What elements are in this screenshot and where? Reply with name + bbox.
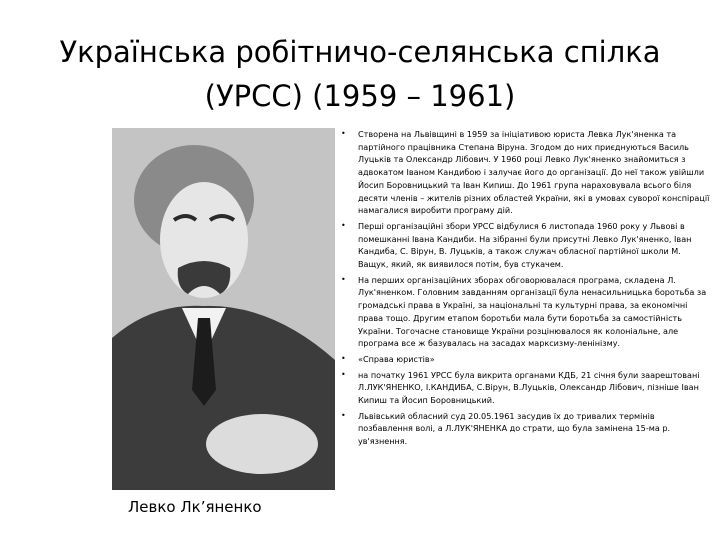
bullet-icon: • (341, 410, 346, 420)
bullet-list (338, 128, 712, 448)
bullet-icon: • (341, 274, 346, 284)
bullet-text: на початку 1961 УРСС була викрита органами КДБ, 21 січня були заарештовані Л.ЛУК'ЯНЕНКО, І.КАНДИБА, С.Вірун, В.Луцьків, Олександр Лібович, пізніше Іван Кипиш та Йосип Боровницький. (358, 369, 700, 406)
bullet-item (338, 274, 712, 350)
bullet-item (338, 353, 712, 366)
bullet-text: На перших організаційних зборах обговорювалася програма, складена Л. Лук'яненком. Головним завданням організації була ненасильницька боротьба за громадські права в Україні, за національні та культурні права, за економічні права тощо. Другим етапом боротьби мала бути боротьба за самостійність України. Тогочасне становище України розцінювалося як колоніальне, але програма все ж базувалась на засадах марксизму-ленінізму. (358, 274, 707, 349)
portrait-photo (112, 128, 335, 490)
bullet-item (338, 220, 712, 271)
bullet-icon: • (341, 369, 346, 379)
bullet-icon: • (341, 129, 346, 138)
bullet-text: Перші організаційні збори УРСС відбулися 6 листопада 1960 року у Львові в помешканні Івана Кандиби. На зібранні були присутні Левко Лук'яненко, Іван Кандиба, С. Вірун, В. Луцьків, а також служач обласної партійної школи М. Ващук, який, як виявилося потім, був стукачем. (358, 220, 692, 270)
bullet-text: «Справа юристів» (358, 353, 435, 364)
bullet-text: Львівський обласний суд 20.05.1961 засудив їх до тривалих термінів позбавлення волі, а Л.ЛУК'ЯНЕНКА до страти, що була замінена 15-ма р. ув'язнення. (358, 410, 671, 447)
bullet-content (338, 128, 712, 498)
bullet-item (338, 369, 712, 407)
bullet-text: Створена на Львівщині в 1959 за ініціативою юриста Левка Лук'яненка та партійного працівника Степана Віруна. Згодом до них приєднуються Василь Луцьків та Олександр Лібович. У 1960 році Левко Лук'яненко знайомиться з адвокатом Іваном Кандибою і залучає його до організації. До неї також увійшли Йосип Боровницький та Іван Кипиш. До 1961 група нараховувала всього біля десяти членів – жителів різних областей України, які в умовах суворої конспірації намагалися виробити програму дій. (358, 129, 710, 216)
slide-title: Українська робітничо-селянська спілка (УРСС) (1959 – 1961) (59, 35, 661, 113)
bullet-icon: • (341, 353, 346, 363)
bullet-item (338, 128, 712, 217)
photo-caption: Левко Лк’яненко (128, 498, 262, 516)
portrait-image (112, 128, 335, 490)
bullet-item (338, 410, 712, 448)
bullet-icon: • (341, 220, 346, 230)
